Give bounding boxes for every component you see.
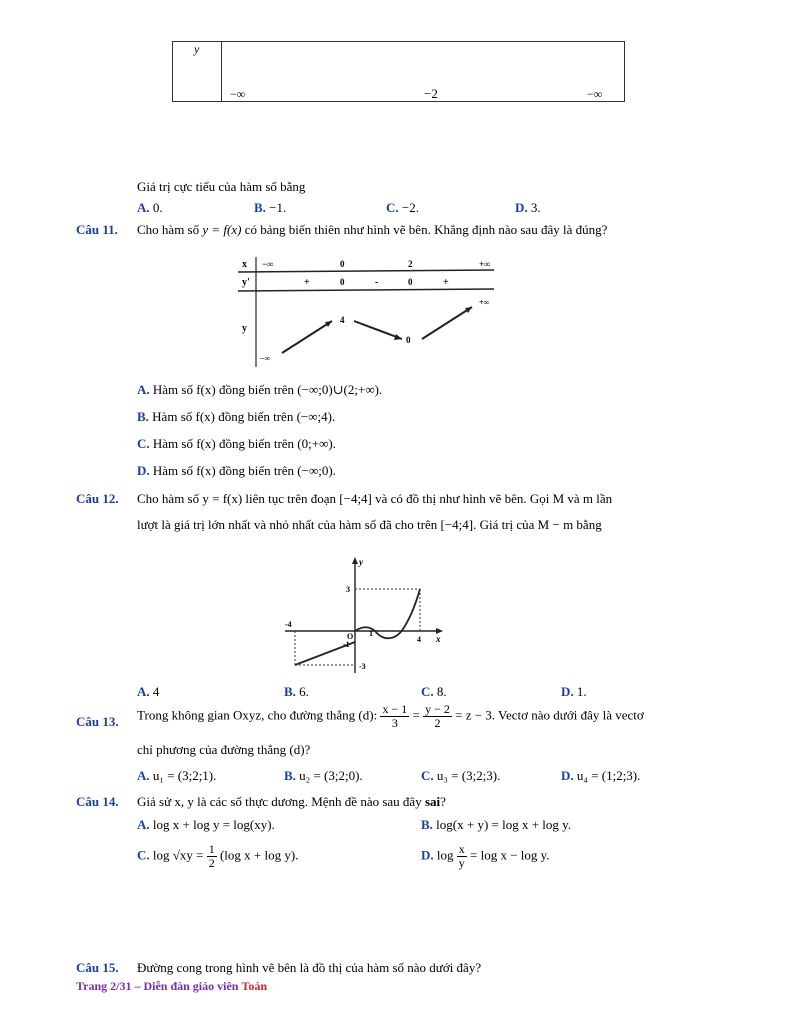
q10-option-c[interactable]: C. −2. bbox=[386, 200, 419, 215]
q12-graph-y-axis: y bbox=[359, 557, 363, 567]
q11-number: Câu 11. bbox=[76, 222, 118, 237]
q12-graph-label-3: 3 bbox=[346, 585, 350, 594]
q13-option-b[interactable]: B. u₂ = (3;2;0). bbox=[284, 768, 363, 783]
q12-graph-label-origin: O bbox=[347, 632, 354, 641]
top-variation-table bbox=[172, 41, 626, 103]
q12-graph-x-axis: x bbox=[436, 634, 441, 644]
q12-option-b[interactable]: B. 6. bbox=[284, 684, 309, 699]
q11-stem: Cho hàm số y = f(x) có bảng biến thiên như hình vẽ bên. Khẳng định nào sau đây là đúng? bbox=[137, 222, 608, 237]
q11-table-yprime-label: y' bbox=[242, 277, 250, 288]
q14-option-c[interactable]: C. log √xy = $\frac{1}{2}$ (log x + log y). bbox=[137, 842, 299, 870]
q11-table-sign-4: 0 bbox=[408, 277, 413, 287]
q11-table-x-4: +∞ bbox=[479, 259, 491, 269]
q13-number: Câu 13. bbox=[76, 714, 119, 729]
q10-option-b[interactable]: B. −1. bbox=[254, 200, 287, 215]
page-footer: Trang 2/31 – Diễn đàn giáo viên Toán bbox=[76, 979, 268, 993]
q13-fraction-1: $\frac{x - 1}{3}$ bbox=[382, 702, 408, 730]
q12-stem-line2: lượt là giá trị lớn nhất và nhỏ nhất của hàm số đã cho trên [−4;4]. Giá trị của M − m bằng bbox=[137, 517, 602, 532]
q12-graph-label-neg4: -4 bbox=[285, 620, 292, 629]
q12-option-a[interactable]: A. 4 bbox=[137, 684, 160, 699]
q15-stem: Đường cong trong hình vẽ bên là đồ thị của hàm số nào dưới đây? bbox=[137, 960, 482, 975]
q11-table-sign-1: + bbox=[304, 277, 310, 288]
top-table-value-1: −∞ bbox=[230, 87, 246, 101]
q12-option-c[interactable]: C. 8. bbox=[421, 684, 447, 699]
q11-option-d[interactable]: D. Hàm số f(x) đồng biến trên (−∞;0). bbox=[137, 463, 336, 478]
q12-graph-label-4: 4 bbox=[417, 635, 421, 644]
q12-graph bbox=[283, 555, 445, 675]
q11-table-y-label: y bbox=[242, 323, 247, 334]
q11-option-a[interactable]: A. Hàm số f(x) đồng biến trên (−∞;0)∪(2;+∞). bbox=[137, 382, 383, 397]
top-table-row-label: y bbox=[194, 42, 200, 56]
q14-option-d[interactable]: D. log $\frac{x}{y}$ = log x − log y. bbox=[421, 842, 550, 870]
q12-graph-label-1: 1 bbox=[369, 629, 373, 638]
q14-option-a[interactable]: A. log x + log y = log(xy). bbox=[137, 817, 275, 832]
q11-table-y-2: 4 bbox=[340, 315, 345, 325]
q12-graph-label-neg1: -1 bbox=[343, 640, 350, 649]
q13-option-c[interactable]: C. u₃ = (3;2;3). bbox=[421, 768, 501, 783]
q14-option-b[interactable]: B. log(x + y) = log x + log y. bbox=[421, 817, 572, 832]
q13-stem-line2: chỉ phương của đường thẳng (d)? bbox=[137, 742, 311, 757]
q13-option-a[interactable]: A. u₁ = (3;2;1). bbox=[137, 768, 217, 783]
top-table-value-2: −2 bbox=[424, 86, 438, 101]
q11-variation-table bbox=[236, 255, 498, 370]
q15-number: Câu 15. bbox=[76, 960, 119, 975]
q11-table-x-3: 2 bbox=[408, 259, 413, 269]
q11-table-y-4: +∞ bbox=[479, 298, 490, 307]
q11-table-y-3: 0 bbox=[406, 335, 411, 345]
q12-option-d[interactable]: D. 1. bbox=[561, 684, 587, 699]
q13-fraction-2: $\frac{y - 2}{2}$ bbox=[425, 702, 450, 730]
q11-table-sign-5: + bbox=[443, 277, 449, 288]
q12-number: Câu 12. bbox=[76, 491, 119, 506]
q10-option-d[interactable]: D. 3. bbox=[515, 200, 541, 215]
q11-option-c[interactable]: C. Hàm số f(x) đồng biến trên (0;+∞). bbox=[137, 436, 336, 451]
q11-table-sign-2: 0 bbox=[340, 277, 345, 287]
q14-number: Câu 14. bbox=[76, 794, 119, 809]
q13-stem: Trong không gian Oxyz, cho đường thẳng (d): $\frac{x - 1}{3}$ = $\frac{y - 2}{2}$ = z − 3. Vectơ nào dưới đây là vectơ bbox=[137, 702, 644, 730]
q14-stem: Giả sử x, y là các số thực dương. Mệnh đề nào sau đây sai? bbox=[137, 794, 446, 809]
q11-option-b[interactable]: B. Hàm số f(x) đồng biến trên (−∞;4). bbox=[137, 409, 336, 424]
q10-option-a[interactable]: A. 0. bbox=[137, 200, 163, 215]
q13-option-d[interactable]: D. u₄ = (1;2;3). bbox=[561, 768, 641, 783]
top-table-value-3: −∞ bbox=[587, 87, 603, 101]
q10-stem: Giá trị cực tiểu của hàm số bằng bbox=[137, 179, 306, 194]
q12-stem-line1: Cho hàm số y = f(x) liên tục trên đoạn [−4;4] và có đồ thị như hình vẽ bên. Gọi M và m lần bbox=[137, 491, 613, 506]
q11-table-sign-3: - bbox=[375, 277, 379, 288]
q11-table-x-1: −∞ bbox=[262, 259, 274, 269]
q11-table-x-2: 0 bbox=[340, 259, 345, 269]
q12-graph-label-neg3: -3 bbox=[359, 662, 366, 671]
q11-table-y-1: −∞ bbox=[260, 354, 271, 363]
q11-table-x-label: x bbox=[242, 259, 247, 270]
